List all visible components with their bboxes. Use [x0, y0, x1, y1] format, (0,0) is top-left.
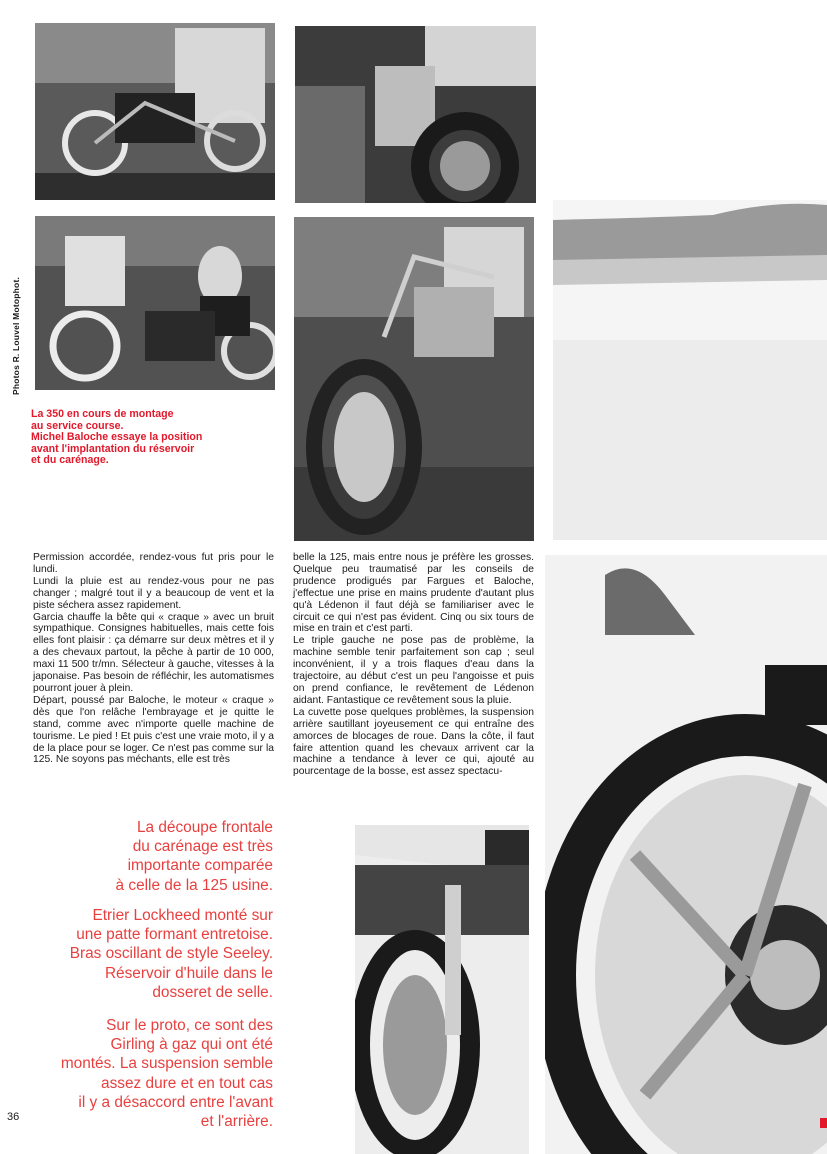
photo-rear-wheel-closeup: [545, 555, 827, 1154]
pullquote-line: Bras oscillant de style Seeley.: [69, 945, 273, 963]
paragraph: La cuvette pose quelques problèmes, la suspension arrière sautillant joyeusement ce qui entraîne des amorces de blocages de roue. Dans la côte, il faut faire attention quand les chevaux arrivent car la machine a tendance à lever ce qui, ajouté au pourcentage de la bosse, est assez spectacu-: [293, 706, 534, 778]
photo-workshop-bike-frame: [35, 23, 275, 200]
pullquote-line: montés. La suspension semble: [60, 1055, 273, 1073]
paragraph: Le triple gauche ne pose pas de problème, la machine semble tenir parfaitement son cap ; seul inconvénient, il y a trois flaques d'eau dans la trajectoire, au début c'est un peu l'angoisse et puis on prend confiance, le revêtement de Lédenon aidant. Fantastique ce revêtement sous la pluie.: [293, 635, 534, 706]
photo-bike-on-stand: [294, 217, 534, 541]
pullquote-line: il y a désaccord entre l'avant: [78, 1093, 273, 1111]
pullquote-line: Réservoir d'huile dans le: [104, 964, 273, 982]
pullquote-line: Sur le proto, ce sont des: [106, 1017, 273, 1034]
paragraph: Garcia chauffe la bête qui « craque » avec un bruit sympathique. Consignes habituelles, mais cette fois elles font plaisir : ça démarre sur deux mètres et il y a des chevaux partout, la pêche à partir de 10 000, maxi 11 500 tr/mn. Sélecteur à gauche, vitesses à la japonaise. Pas besoin de réfléchir, les automatismes pourront jouer à plein.: [33, 611, 274, 694]
pullquote-line: une patte formant entretoise.: [76, 926, 273, 944]
pullquote-line: assez dure et en tout cas: [101, 1074, 273, 1092]
caption-line: La 350 en cours de montage: [31, 408, 174, 420]
pullquote-line: importante comparée: [127, 857, 273, 875]
photo-front-wheel-fork: [355, 825, 529, 1154]
page-edge-marker: [820, 1118, 827, 1128]
paragraph: Départ, poussé par Baloche, le moteur « craque » dès que l'on relâche l'embrayage et je quitte le stand, comme avec n'importe quelle machine de tourisme. Le pied ! Et puis c'est une vraie moto, il y a de la place pour se loger. Ce n'est pas comme sur la 125. Ne soyons pas méchants, elle est très: [33, 694, 274, 766]
caption-line: avant l'implantation du réservoir: [31, 442, 195, 455]
pullquote-front-fairing: [30, 818, 273, 895]
photo-rider-on-bike: [35, 216, 275, 390]
paragraph: Lundi la pluie est au rendez-vous pour ne pas changer ; malgré tout il y a beaucoup de vent et la piste séchera assez rapidement.: [33, 575, 274, 611]
pullquote-line: dosseret de selle.: [152, 983, 273, 1001]
photo-track-background: [553, 200, 827, 540]
pullquote-line: Etrier Lockheed monté sur: [92, 907, 273, 924]
page-number: 36: [7, 1111, 20, 1123]
paragraph: belle la 125, mais entre nous je préfère les grosses. Quelque peu traumatisé par les conseils de prudence prodigués par Fargues et Baloche, j'effectue une prise en mains prudente d'autant plus qu'à Lédenon il faut déjà se familiariser avec le circuit ce qui n'est pas évident. Cinq ou six tours de mise en train et c'est parti.: [293, 552, 534, 635]
caption-line: au service course.: [31, 419, 124, 432]
photo-engine-rear-wheel: [295, 26, 536, 203]
caption-line: Michel Baloche essaye la position: [31, 431, 203, 444]
pullquote-line: Girling à gaz qui ont été: [110, 1036, 273, 1054]
pullquote-lockheed-caliper: [30, 906, 273, 1002]
pullquote-girling-shocks: [30, 1016, 273, 1131]
pullquote-line: du carénage est très: [132, 838, 273, 856]
paragraph: Permission accordée, rendez-vous fut pris pour le lundi.: [33, 552, 274, 575]
pullquote-line: à celle de la 125 usine.: [115, 876, 273, 894]
caption-line: et du carénage.: [31, 454, 109, 467]
pullquote-line: La découpe frontale: [136, 819, 273, 836]
article-column-2: [293, 552, 534, 778]
photo-credit: Photos R. Louvel Motophot.: [11, 276, 21, 395]
article-column-1: [33, 552, 274, 766]
pullquote-line: et l'arrière.: [200, 1113, 273, 1131]
photo-caption: [31, 409, 251, 467]
